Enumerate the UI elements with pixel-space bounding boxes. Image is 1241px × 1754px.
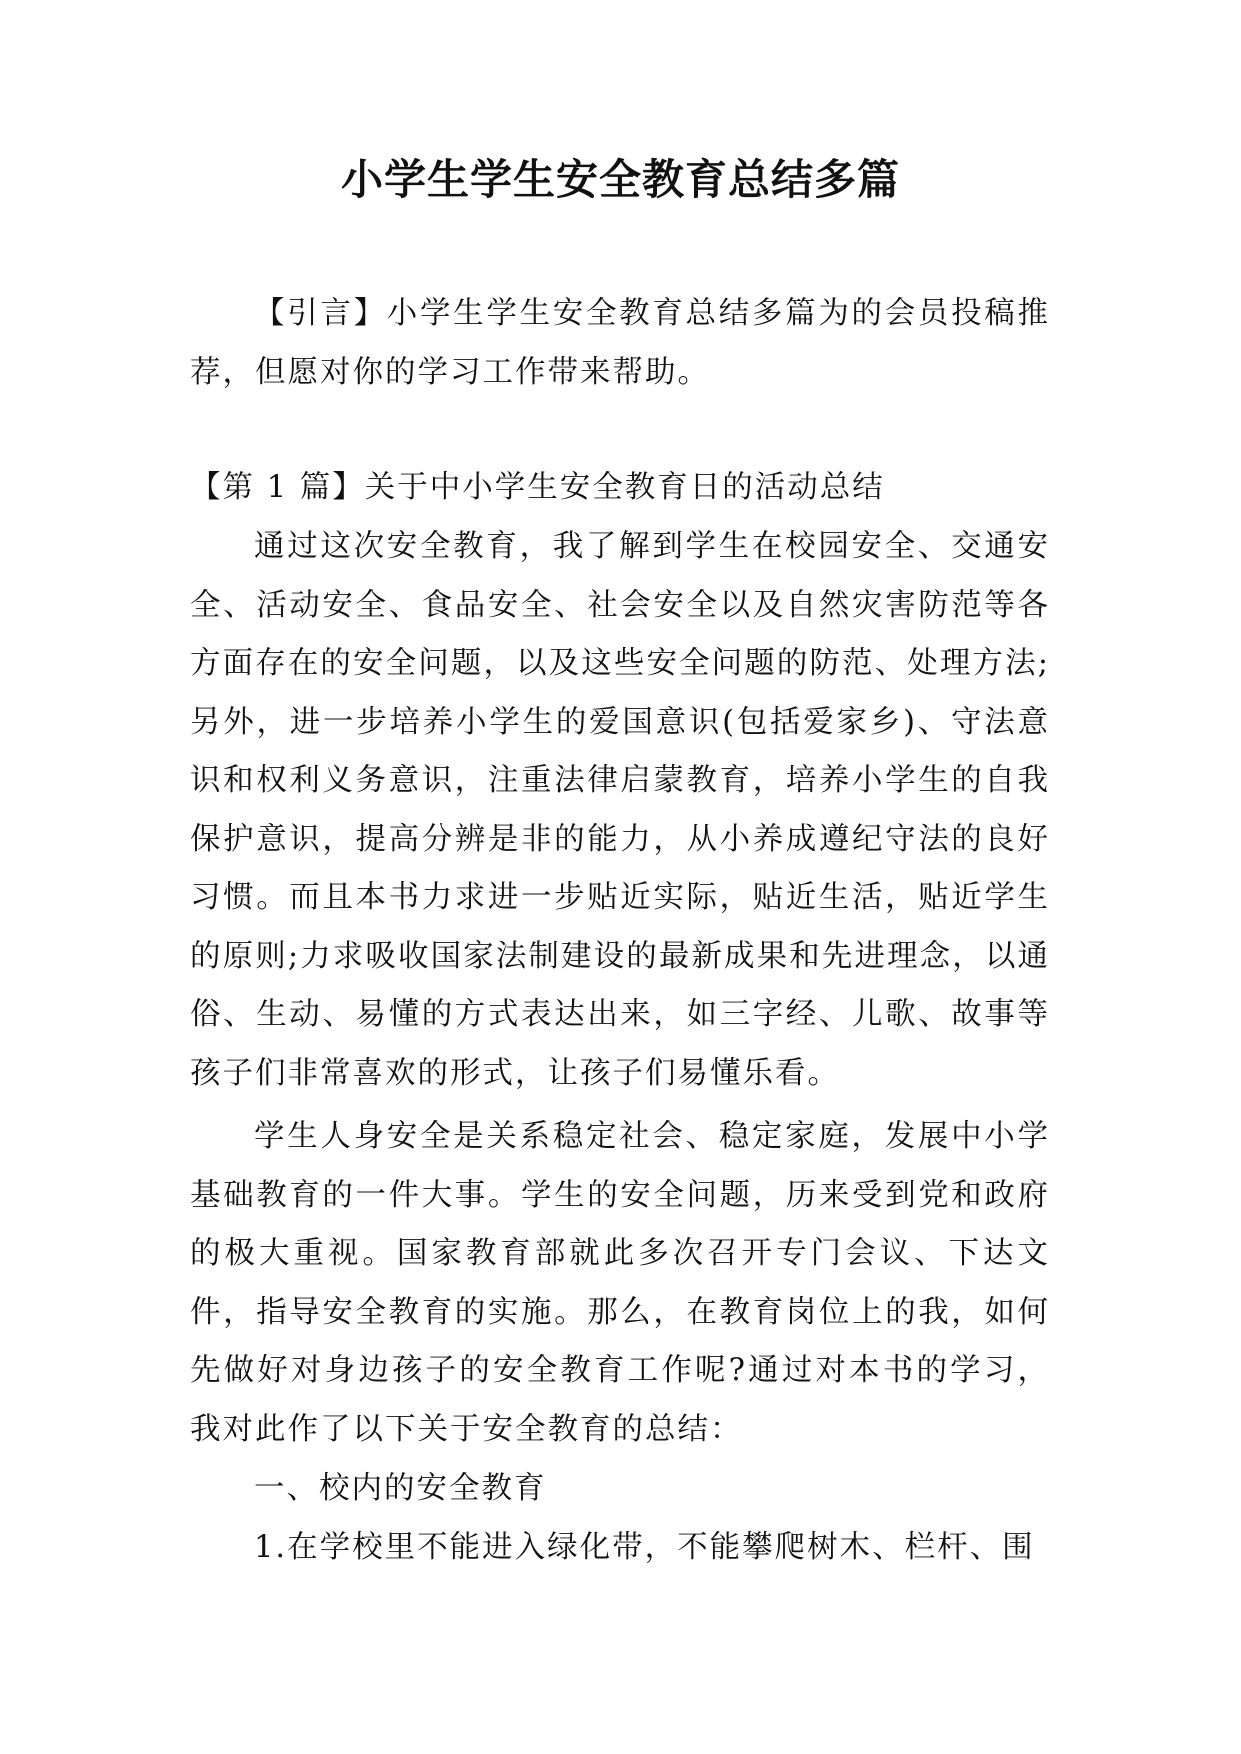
document-title: 小学生学生安全教育总结多篇 bbox=[340, 155, 900, 204]
section-heading: 【第 1 篇】关于中小学生安全教育日的活动总结 bbox=[190, 470, 885, 505]
body-paragraph: 学生人身安全是关系稳定社会、稳定家庭，发展中小学基础教育的一件大事。学生的安全问题，历来受到党和政府的极大重视。国家教育部就此多次召开专门会议、下达文件，指导安全教育的实施。那么，在教育岗位上的我，如何先做好对身边孩子的安全教育工作呢?通过对本书的学习，我对此作了以下关于安全教育的总结： bbox=[190, 1119, 1050, 1447]
body-paragraph: 通过这次安全教育，我了解到学生在校园安全、交通安全、活动安全、食品安全、社会安全以及自然灾害防范等各方面存在的安全问题，以及这些安全问题的防范、处理方法;另外，进一步培养小学生的爱国意识(包括爱家乡)、守法意识和权利义务意识，注重法律启蒙教育，培养小学生的自我保护意识，提高分辨是非的能力，从小养成遵纪守法的良好习惯。而且本书力求进一步贴近实际，贴近生活，贴近学生的原则;力求吸收国家法制建设的最新成果和先进理念，以通俗、生动、易懂的方式表达出来，如三字经、儿歌、故事等孩子们非常喜欢的形式，让孩子们易懂乐看。 bbox=[190, 529, 1050, 1091]
list-item: 1.在学校里不能进入绿化带，不能攀爬树木、栏杆、围 bbox=[254, 1530, 1035, 1565]
subheading: 一、校内的安全教育 bbox=[254, 1471, 547, 1506]
intro-paragraph: 【引言】小学生学生安全教育总结多篇为的会员投稿推荐，但愿对你的学习工作带来帮助。 bbox=[190, 296, 1050, 390]
